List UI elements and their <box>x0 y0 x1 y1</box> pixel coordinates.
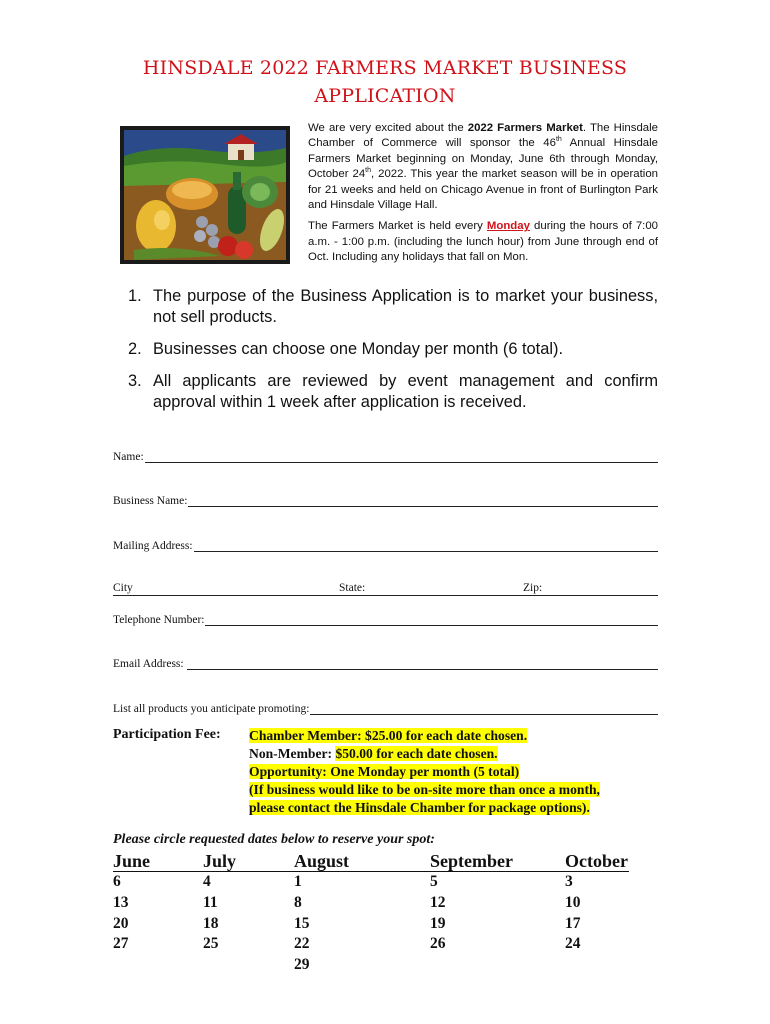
list-item <box>128 371 658 413</box>
list-item-text: All applicants are reviewed by event management and confirm approval within 1 week after application is received. <box>153 372 658 411</box>
title-line-1: HINSDALE 2022 FARMERS MARKET BUSINESS <box>142 57 628 79</box>
fee-line <box>203 727 663 745</box>
name-input-line[interactable] <box>145 449 658 463</box>
date-option[interactable]: 4 <box>203 873 211 890</box>
intro-emphasis: 2022 Farmers Market <box>467 122 583 134</box>
month-column-october <box>565 850 628 955</box>
city-segment[interactable] <box>113 582 339 596</box>
date-option[interactable]: 12 <box>430 893 446 911</box>
city-label: City <box>113 582 133 594</box>
email-field[interactable] <box>113 654 658 670</box>
month-header: August <box>294 851 350 871</box>
farmers-market-clipart <box>120 126 290 264</box>
date-option[interactable]: 1 <box>294 873 302 890</box>
date-option[interactable]: 15 <box>294 914 310 932</box>
month-header: June <box>113 851 151 871</box>
participation-fee-details <box>203 727 663 817</box>
products-label: List all products you anticipate promoting: <box>113 703 310 715</box>
intro-text-segment: , 2022. This year the market season will be in operation for 21 weeks and held on Chicago Avenue in front of Burlington Park and Hinsdale Village Hall. <box>308 168 658 212</box>
list-item-number: 1. <box>128 287 142 305</box>
fee-line <box>203 799 663 817</box>
page-title <box>110 54 660 110</box>
non-member-fee-text: $50.00 for each date chosen. <box>335 746 498 761</box>
title-line-2: APPLICATION <box>314 85 456 107</box>
date-option[interactable]: 3 <box>565 873 573 890</box>
intro-paragraph-1 <box>308 121 658 213</box>
telephone-label: Telephone Number: <box>113 614 205 626</box>
city-state-zip-field[interactable] <box>113 580 658 596</box>
mailing-address-label: Mailing Address: <box>113 540 193 552</box>
date-option[interactable]: 27 <box>113 935 129 953</box>
business-name-label: Business Name: <box>113 495 188 507</box>
state-segment[interactable] <box>339 582 523 596</box>
date-option[interactable]: 18 <box>203 914 219 932</box>
date-option[interactable]: 26 <box>430 935 446 953</box>
date-option[interactable]: 24 <box>565 935 581 953</box>
fee-line <box>203 745 663 763</box>
products-field[interactable] <box>113 699 658 715</box>
non-member-label: Non-Member: <box>249 746 336 761</box>
list-item-text: The purpose of the Business Application is to market your business, not sell products. <box>153 287 658 326</box>
ordinal-suffix: th <box>365 167 371 175</box>
date-option[interactable]: 13 <box>113 893 129 911</box>
intro-text-segment: . The Hinsdale Chamber of Commerce will sponsor the 46 <box>308 122 658 150</box>
telephone-input-line[interactable] <box>205 612 658 626</box>
name-field[interactable] <box>113 447 658 463</box>
multi-visit-note: (If business would like to be on-site more than once a month, <box>249 782 600 797</box>
mailing-address-field[interactable] <box>113 536 658 552</box>
intro-text-segment: We are very excited about the <box>308 122 468 134</box>
month-header: September <box>430 851 513 871</box>
zip-segment[interactable] <box>523 582 658 596</box>
business-name-input-line[interactable] <box>188 493 658 507</box>
telephone-field[interactable] <box>113 610 658 626</box>
package-options-note: please contact the Hinsdale Chamber for package options). <box>249 800 590 815</box>
date-option[interactable]: 22 <box>294 935 310 953</box>
circle-dates-instruction: Please circle requested dates below to reserve your spot: <box>113 832 435 847</box>
list-item-number: 2. <box>128 340 142 358</box>
key-points-list <box>128 286 658 424</box>
date-option[interactable]: 25 <box>203 935 219 953</box>
ordinal-suffix: th <box>555 136 562 144</box>
intro-text-segment: The Farmers Market is held every <box>308 220 487 233</box>
products-input-line[interactable] <box>310 701 658 715</box>
month-column-august <box>294 850 349 976</box>
month-column-september <box>430 850 513 955</box>
fee-line <box>203 763 663 781</box>
month-column-june <box>113 850 150 955</box>
name-label: Name: <box>113 451 144 463</box>
email-input-line[interactable] <box>187 656 658 670</box>
date-option[interactable]: 29 <box>294 956 310 974</box>
fee-line <box>203 781 663 799</box>
mailing-address-input-line[interactable] <box>194 538 658 552</box>
intro-paragraph-2 <box>308 219 658 265</box>
intro-text-segment: during the hours of 7:00 a.m. - 1:00 p.m. (including the lunch hour) from June through end of Oct. Including any holidays that fall on Mon. <box>308 220 658 264</box>
date-option[interactable]: 17 <box>565 914 581 932</box>
list-item <box>128 339 658 360</box>
opportunity-text: Opportunity: One Monday per month (5 total) <box>249 764 520 779</box>
date-option[interactable]: 10 <box>565 893 581 911</box>
list-item-text: Businesses can choose one Monday per month (6 total). <box>153 340 563 358</box>
date-option[interactable]: 19 <box>430 914 446 932</box>
zip-label: Zip: <box>523 582 543 594</box>
intro-text <box>308 121 658 272</box>
date-option[interactable]: 20 <box>113 914 129 932</box>
state-label: State: <box>339 582 366 594</box>
list-item <box>128 286 658 328</box>
date-option[interactable]: 11 <box>203 893 218 911</box>
monday-highlight: Monday <box>486 220 530 233</box>
intro-text-segment: Annual Hinsdale Farmers Market beginning on Monday, June 6th through Monday, October 24 <box>308 137 658 181</box>
member-fee-text: Chamber Member: $25.00 for each date chosen. <box>249 728 528 743</box>
month-header-underline <box>113 871 629 872</box>
date-option[interactable]: 6 <box>113 873 121 890</box>
business-name-field[interactable] <box>113 491 658 507</box>
date-option[interactable]: 5 <box>430 873 438 890</box>
month-column-july <box>203 850 236 955</box>
list-item-number: 3. <box>128 372 142 390</box>
date-option[interactable]: 8 <box>294 893 302 911</box>
month-header: October <box>565 851 628 871</box>
participation-fee-label: Participation Fee: <box>113 727 221 742</box>
month-header: July <box>203 851 237 871</box>
email-label: Email Address: <box>113 658 187 670</box>
